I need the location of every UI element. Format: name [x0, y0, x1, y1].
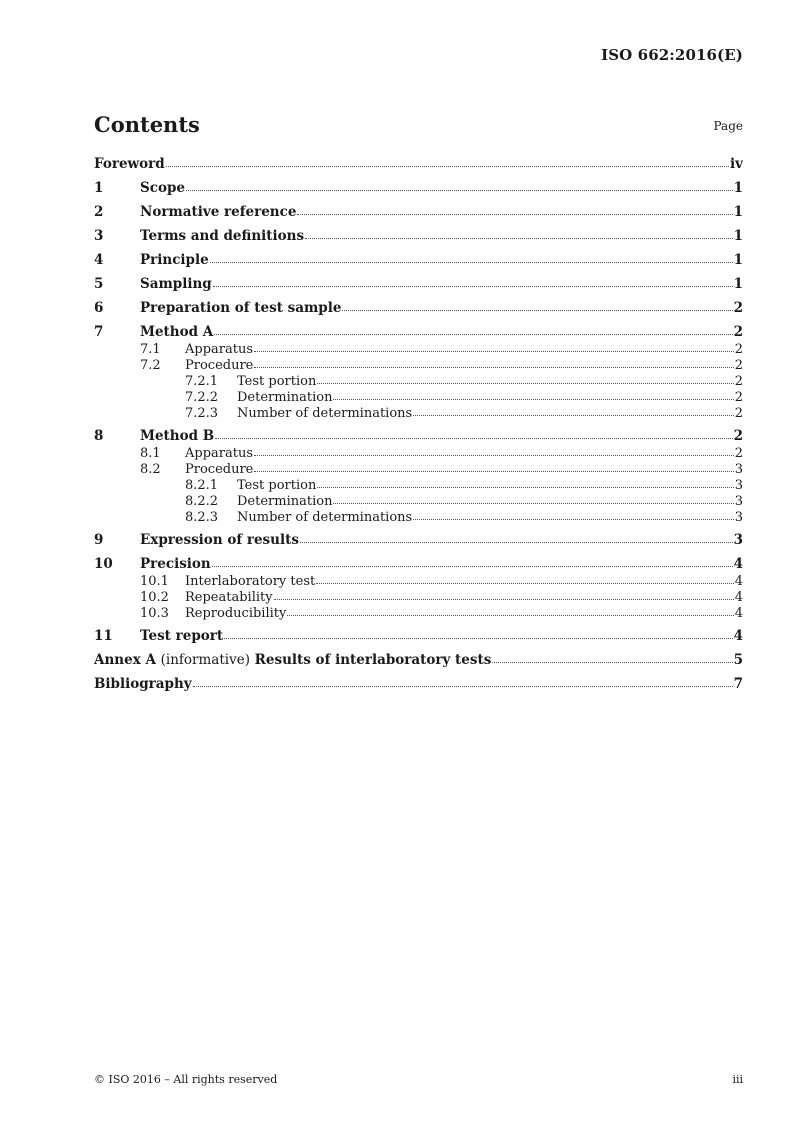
toc-title: Apparatus — [185, 342, 254, 357]
toc-page: iv — [730, 156, 743, 172]
toc-number: 7.2 — [140, 358, 161, 373]
toc-title: Number of determinations — [237, 510, 413, 525]
toc-page: 2 — [733, 300, 743, 316]
toc-page: 4 — [733, 628, 743, 644]
toc-page: 2 — [733, 324, 743, 340]
toc-page: 1 — [733, 276, 743, 292]
toc-entry-annex-a[interactable] — [94, 652, 743, 676]
toc-title: Scope — [140, 180, 186, 196]
dot-leader — [224, 638, 732, 639]
toc-entry-8[interactable] — [94, 428, 743, 446]
toc-number: 2 — [94, 204, 104, 220]
dot-leader — [210, 262, 733, 263]
toc-page: 3 — [734, 478, 743, 493]
toc-page: 2 — [733, 428, 743, 444]
toc-entry-7-1[interactable] — [94, 342, 743, 358]
toc-page: 2 — [734, 446, 743, 461]
toc-number: 10.2 — [140, 590, 169, 605]
dot-leader — [333, 503, 733, 504]
toc-page: 3 — [734, 510, 743, 525]
toc-page: 4 — [734, 606, 743, 621]
toc-title: Bibliography — [94, 676, 192, 692]
toc-entry-7-2-2[interactable] — [94, 390, 743, 406]
toc-title: Repeatability — [185, 590, 273, 605]
toc-entry-4[interactable] — [94, 252, 743, 276]
dot-leader — [193, 686, 733, 687]
dot-leader — [492, 662, 732, 663]
toc-number: 8.2.2 — [185, 494, 219, 509]
toc-page: 2 — [734, 406, 743, 421]
dot-leader — [305, 238, 733, 239]
toc-title: Number of determinations — [237, 406, 413, 421]
toc-title: Determination — [237, 494, 333, 509]
toc-number: 8.2.1 — [185, 478, 219, 493]
toc-page: 2 — [734, 374, 743, 389]
toc-title: Test report — [140, 628, 224, 644]
toc-entry-8-2[interactable] — [94, 462, 743, 478]
dot-leader — [297, 214, 732, 215]
toc-number: 10.3 — [140, 606, 169, 621]
toc-entry-2[interactable] — [94, 204, 743, 228]
toc-number: 1 — [94, 180, 104, 196]
toc-page: 1 — [733, 204, 743, 220]
toc-entry-10-2[interactable] — [94, 590, 743, 606]
toc-number: 3 — [94, 228, 104, 244]
toc-entry-3[interactable] — [94, 228, 743, 252]
toc-entry-10-3[interactable] — [94, 606, 743, 622]
toc-number: 11 — [94, 628, 113, 644]
toc-entry-1[interactable] — [94, 180, 743, 204]
dot-leader — [274, 599, 734, 600]
annex-title: Results of interlaboratory tests — [254, 652, 492, 668]
dot-leader — [186, 190, 733, 191]
toc-number: 8.2.3 — [185, 510, 219, 525]
dot-leader — [254, 455, 734, 456]
toc-title: Test portion — [237, 478, 317, 493]
toc-title: Method A — [140, 324, 214, 340]
toc-title: Determination — [237, 390, 333, 405]
toc-title: Precision — [140, 556, 211, 572]
toc-number: 4 — [94, 252, 104, 268]
dot-leader — [287, 615, 733, 616]
dot-leader — [333, 399, 733, 400]
toc-title: Interlaboratory test — [185, 574, 316, 589]
toc-number: 7.2.2 — [185, 390, 219, 405]
toc-number: 7.2.3 — [185, 406, 219, 421]
toc-number: 7.1 — [140, 342, 161, 357]
annex-prefix: Annex A — [94, 652, 156, 668]
toc-title: Test portion — [237, 374, 317, 389]
toc-page: 4 — [734, 574, 743, 589]
toc-title: Foreword — [94, 156, 165, 172]
toc-entry-10-1[interactable] — [94, 574, 743, 590]
dot-leader — [254, 471, 733, 472]
toc-title: Procedure — [185, 462, 254, 477]
toc-number: 5 — [94, 276, 104, 292]
toc-page: 3 — [734, 494, 743, 509]
toc-title: Principle — [140, 252, 209, 268]
toc-number: 6 — [94, 300, 104, 316]
toc-entry-7-2[interactable] — [94, 358, 743, 374]
toc-page: 1 — [733, 180, 743, 196]
toc-title: Apparatus — [185, 446, 254, 461]
toc-entry-9[interactable] — [94, 532, 743, 556]
toc-page: 1 — [733, 252, 743, 268]
page-title: Contents — [94, 112, 200, 137]
toc-entry-8-1[interactable] — [94, 446, 743, 462]
table-of-contents — [94, 156, 743, 700]
footer-copyright: © ISO 2016 – All rights reserved — [94, 1073, 278, 1086]
toc-number: 8 — [94, 428, 104, 444]
toc-title: Method B — [140, 428, 215, 444]
toc-entry-8-2-2[interactable] — [94, 494, 743, 510]
dot-leader — [413, 519, 734, 520]
toc-page: 2 — [734, 358, 743, 373]
toc-page: 2 — [734, 390, 743, 405]
dot-leader — [254, 367, 733, 368]
toc-number: 10 — [94, 556, 113, 572]
toc-page: 3 — [733, 532, 743, 548]
toc-page: 5 — [733, 652, 743, 668]
toc-title: Expression of results — [140, 532, 299, 548]
document-id: ISO 662:2016(E) — [601, 46, 743, 64]
toc-entry-6[interactable] — [94, 300, 743, 324]
toc-entry-foreword[interactable] — [94, 156, 743, 180]
dot-leader — [300, 542, 733, 543]
annex-qualifier: (informative) — [160, 652, 250, 668]
toc-entry-8-2-1[interactable] — [94, 478, 743, 494]
toc-entry-8-2-3[interactable] — [94, 510, 743, 526]
toc-entry-5[interactable] — [94, 276, 743, 300]
toc-page: 2 — [734, 342, 743, 357]
dot-leader — [214, 334, 732, 335]
toc-page: 4 — [733, 556, 743, 572]
toc-number: 7 — [94, 324, 104, 340]
toc-number: 7.2.1 — [185, 374, 219, 389]
toc-title: Reproducibility — [185, 606, 287, 621]
toc-entry-11[interactable] — [94, 628, 743, 652]
dot-leader — [212, 566, 733, 567]
footer-page-number: iii — [732, 1073, 743, 1086]
toc-entry-7[interactable] — [94, 324, 743, 342]
dot-leader — [215, 438, 732, 439]
toc-title: Procedure — [185, 358, 254, 373]
dot-leader — [413, 415, 734, 416]
dot-leader — [213, 286, 733, 287]
dot-leader — [342, 310, 732, 311]
toc-entry-7-2-1[interactable] — [94, 374, 743, 390]
toc-number: 8.1 — [140, 446, 161, 461]
toc-entry-10[interactable] — [94, 556, 743, 574]
toc-entry-bibliography[interactable] — [94, 676, 743, 700]
toc-entry-7-2-3[interactable] — [94, 406, 743, 422]
toc-title: Sampling — [140, 276, 212, 292]
dot-leader — [166, 166, 729, 167]
dot-leader — [316, 583, 734, 584]
toc-page: 7 — [733, 676, 743, 692]
toc-title: Preparation of test sample — [140, 300, 342, 316]
toc-page: 3 — [734, 462, 743, 477]
toc-number: 8.2 — [140, 462, 161, 477]
toc-title — [94, 652, 491, 669]
toc-page: 1 — [733, 228, 743, 244]
dot-leader — [254, 351, 734, 352]
dot-leader — [317, 383, 733, 384]
toc-title: Terms and definitions — [140, 228, 305, 244]
toc-number: 9 — [94, 532, 104, 548]
page-column-label: Page — [713, 119, 743, 133]
toc-number: 10.1 — [140, 574, 169, 589]
dot-leader — [317, 487, 733, 488]
toc-title: Normative reference — [140, 204, 297, 220]
toc-page: 4 — [734, 590, 743, 605]
